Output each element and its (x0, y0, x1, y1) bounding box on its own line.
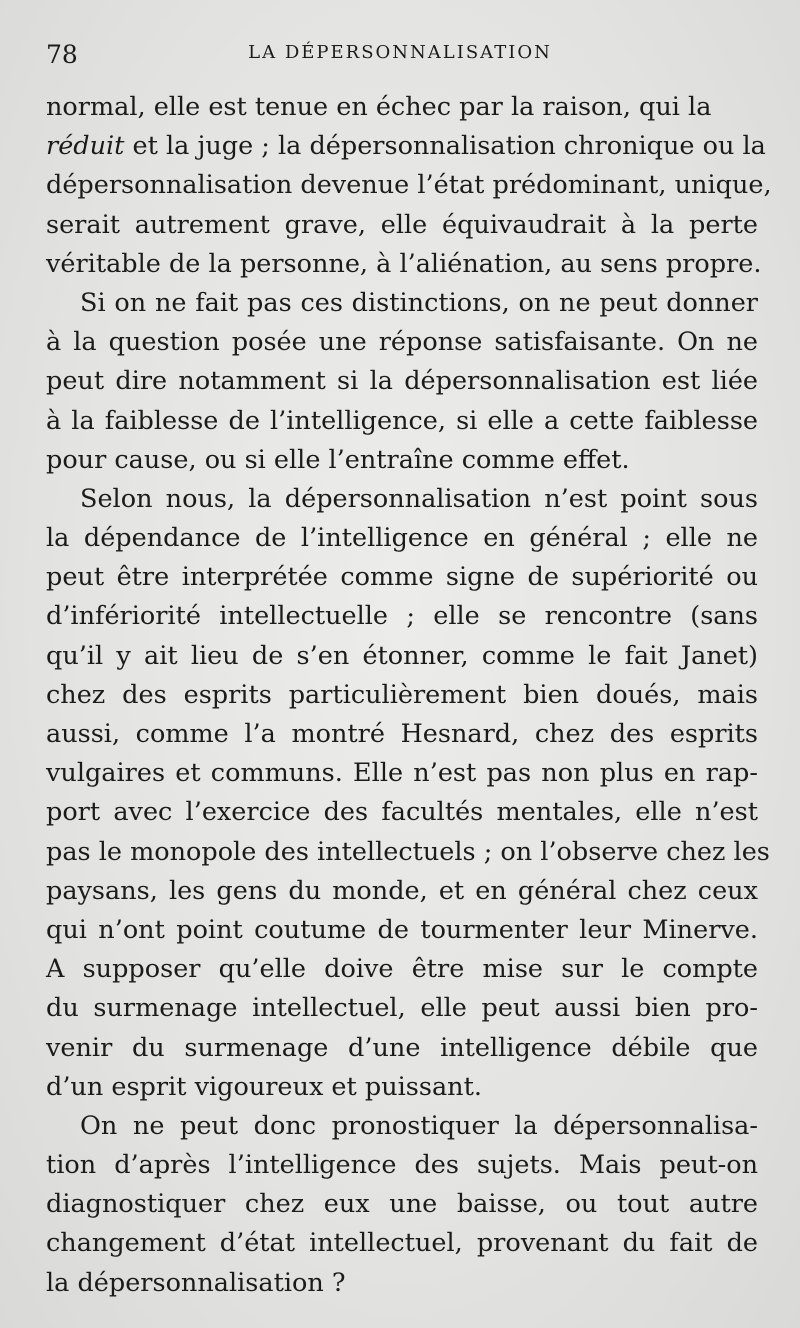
text-line: diagnostiquer chez eux une baisse, ou tout autre (46, 1189, 758, 1220)
text-line: qui n’ont point coutume de tourmenter leur Minerve. (46, 914, 758, 945)
text-line: chez des esprits particulièrement bien doués, mais (46, 679, 758, 710)
text-line: venir du surmenage d’une intelligence débile que (46, 1032, 758, 1063)
body-text (46, 88, 772, 1303)
running-title: LA DÉPERSONNALISATION (248, 42, 552, 63)
text-line: véritable de la personne, à l’aliénation, au sens propre. (46, 248, 762, 279)
page-number: 78 (46, 40, 78, 69)
text-line: Si on ne fait pas ces distinctions, on ne peut donner (80, 287, 758, 318)
text-line: Selon nous, la dépersonnalisation n’est point sous (80, 483, 758, 514)
text-line: vulgaires et communs. Elle n’est pas non plus en rap- (46, 758, 758, 789)
text-line: serait autrement grave, elle équivaudrait à la perte (46, 209, 758, 240)
text-line: qu’il y ait lieu de s’en étonner, comme le fait Janet) (46, 640, 758, 671)
text-line: à la question posée une réponse satisfaisante. On ne (46, 327, 758, 358)
text-line: aussi, comme l’a montré Hesnard, chez des esprits (46, 719, 758, 749)
text-line: paysans, les gens du monde, et en général chez ceux (46, 875, 758, 906)
running-head (46, 34, 754, 74)
text-line: du surmenage intellectuel, elle peut aussi bien pro- (46, 993, 758, 1024)
text-line: d’infériorité intellectuelle ; elle se rencontre (sans (46, 601, 758, 632)
text-line: port avec l’exercice des facultés mentales, elle n’est (46, 797, 758, 828)
text-line: pas le monopole des intellectuels ; on l’observe chez les (46, 836, 770, 867)
text-line: dépersonnalisation devenue l’état prédominant, unique, (46, 170, 772, 201)
text-line: pour cause, ou si elle l’entraîne comme effet. (46, 444, 630, 475)
text-line: réduit et la juge ; la dépersonnalisation chronique ou la (46, 131, 766, 162)
text-line: à la faiblesse de l’intelligence, si elle a cette faiblesse (46, 405, 758, 436)
text-line: normal, elle est tenue en échec par la raison, qui la (46, 92, 712, 122)
italic-word: réduit (46, 131, 125, 162)
text-line: On ne peut donc pronostiquer la dépersonnalisa- (80, 1110, 758, 1141)
text-line: peut dire notamment si la dépersonnalisation est liée (46, 366, 758, 397)
text-line: peut être interprétée comme signe de supériorité ou (46, 562, 758, 593)
text-line: la dépersonnalisation ? (46, 1267, 346, 1298)
text-line: la dépendance de l’intelligence en général ; elle ne (46, 523, 758, 554)
text-line: changement d’état intellectuel, provenant du fait de (46, 1228, 758, 1259)
text-line: tion d’après l’intelligence des sujets. Mais peut-on (46, 1150, 758, 1181)
text-line: d’un esprit vigoureux et puissant. (46, 1071, 482, 1102)
text-line: A supposer qu’elle doive être mise sur le compte (46, 954, 758, 985)
